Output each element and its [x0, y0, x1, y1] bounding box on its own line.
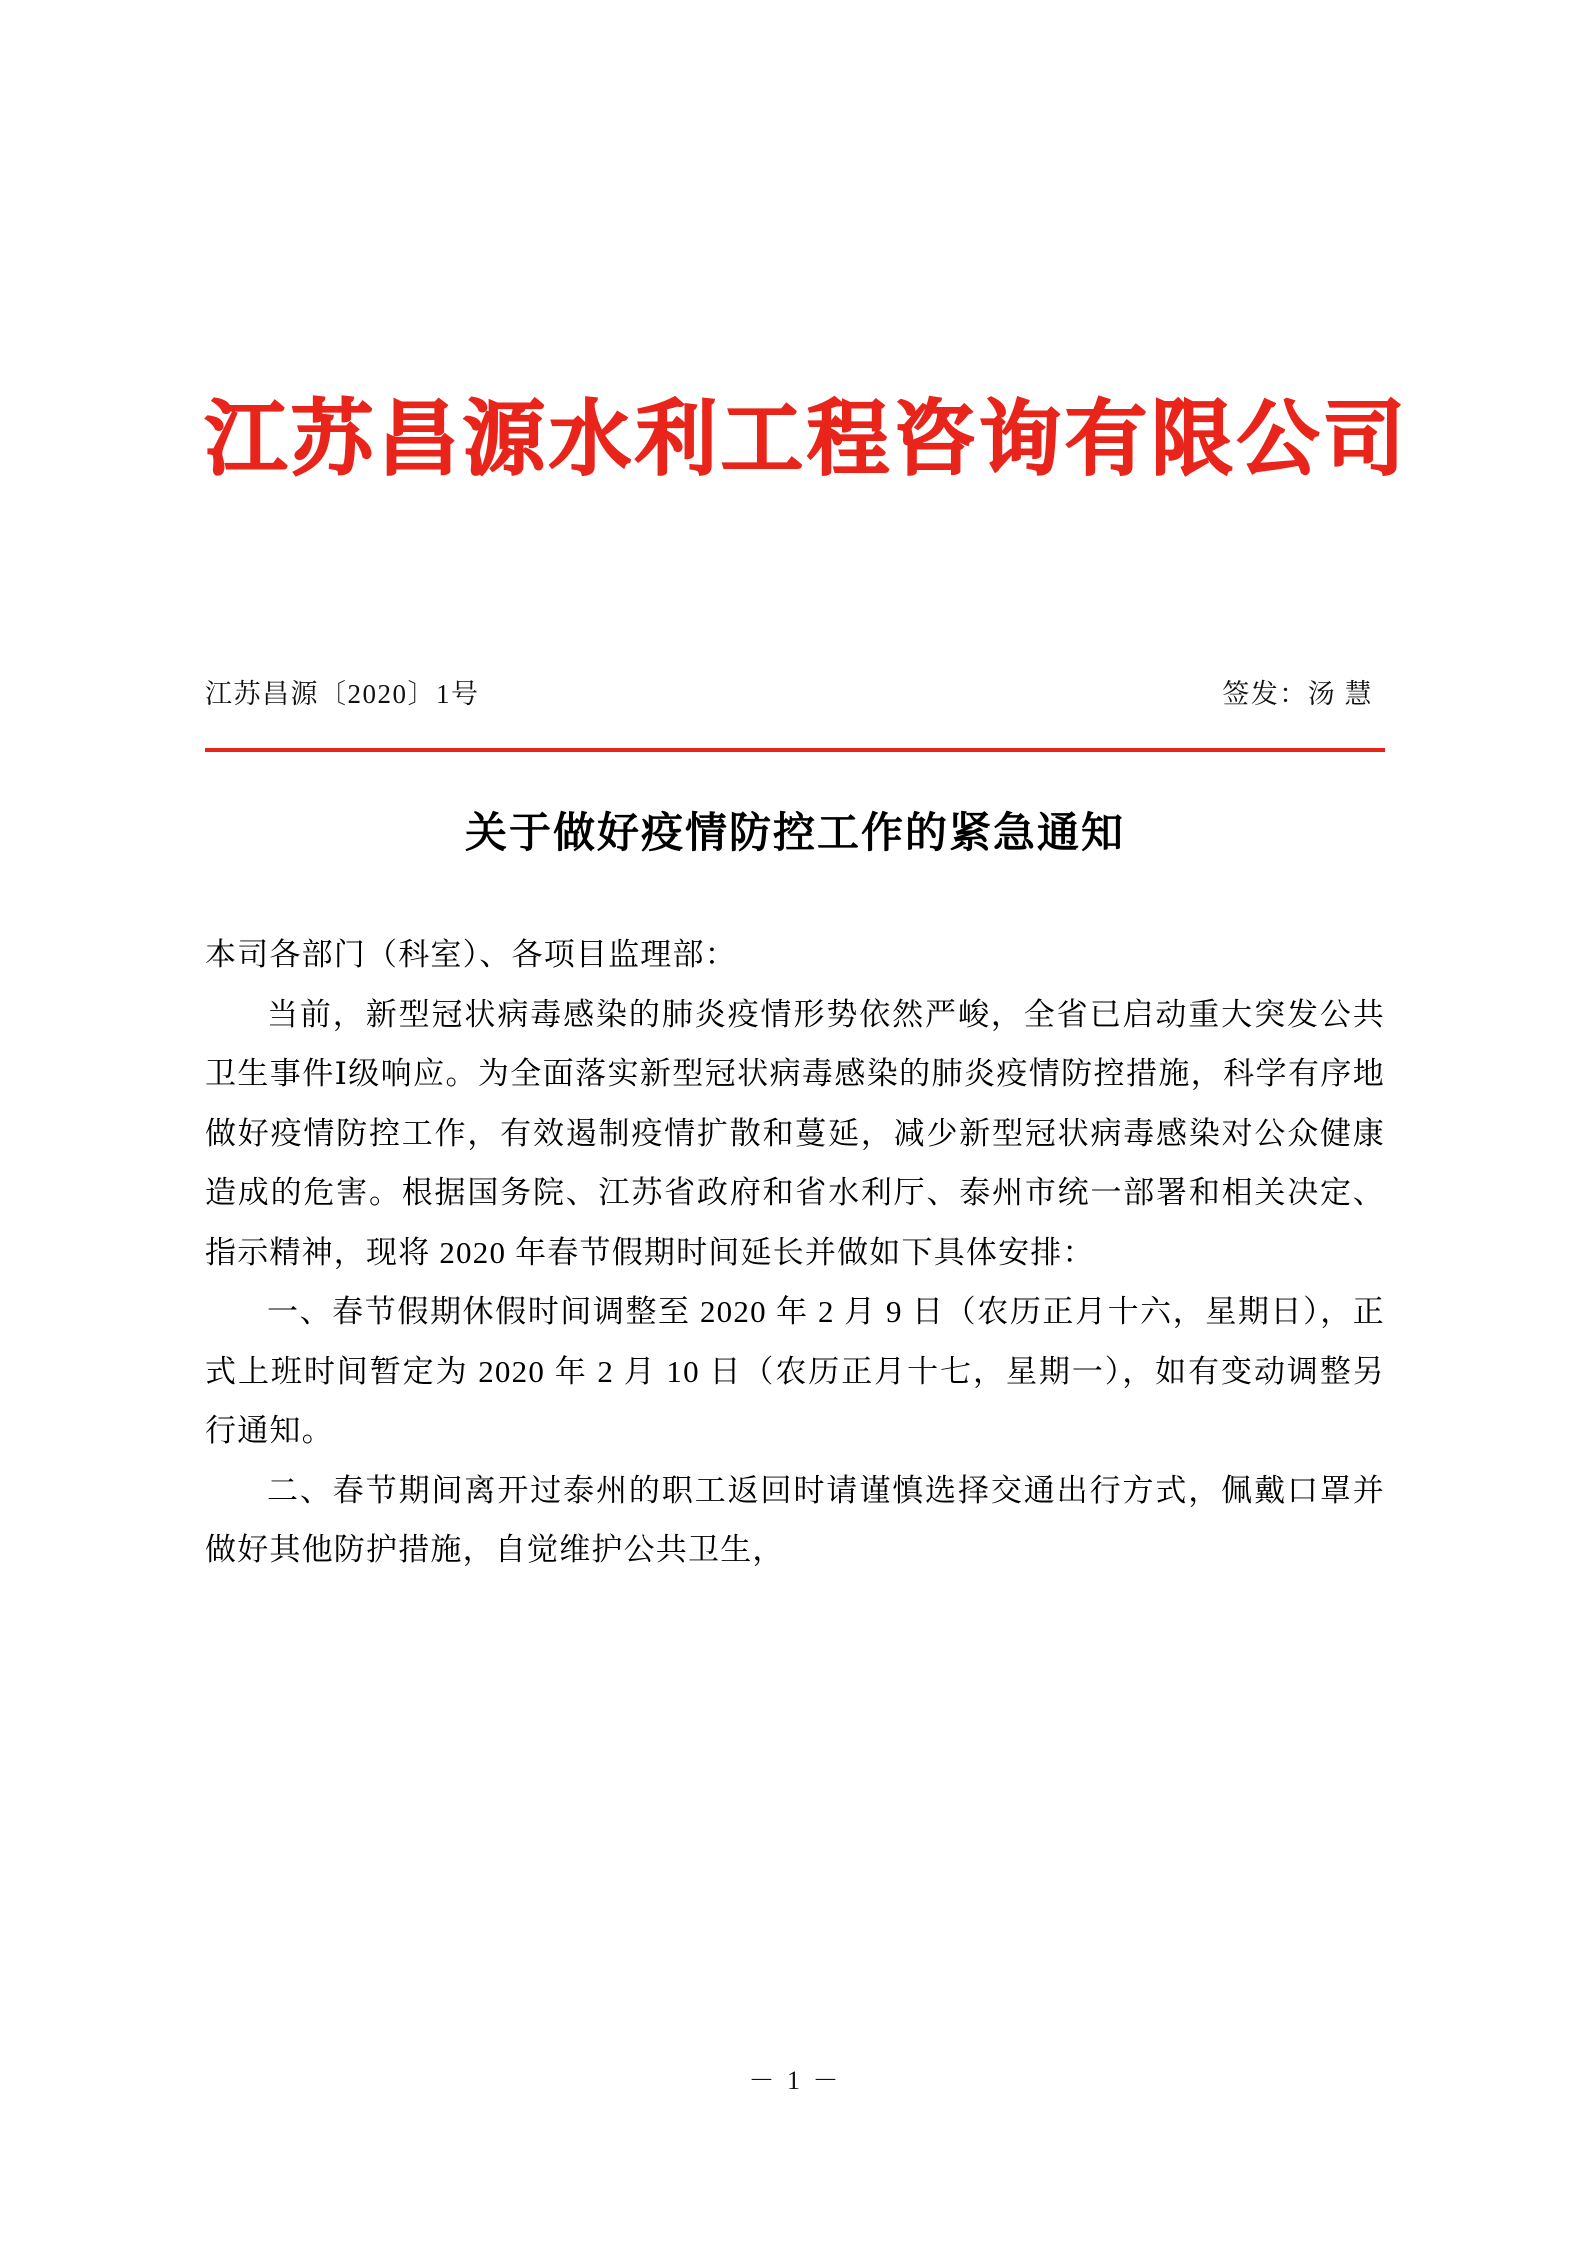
- document-body: [205, 925, 1385, 1580]
- paragraph-item-one: 一、春节假期休假时间调整至 2020 年 2 月 9 日（农历正月十六，星期日），正式上班时间暂定为 2020 年 2 月 10 日（农历正月十七，星期一），如有变动调整另行通知。: [205, 1294, 1385, 1449]
- document-meta-row: [205, 672, 1385, 712]
- document-number: 江苏昌源〔2020〕1号: [205, 679, 480, 709]
- document-content: [205, 0, 1410, 2245]
- document-signer: 签发：汤 慧: [1222, 679, 1373, 709]
- paragraph-item-two: 二、春节期间离开过泰州的职工返回时请谨慎选择交通出行方式，佩戴口罩并做好其他防护措施，自觉维护公共卫生，: [205, 1472, 1385, 1568]
- paragraph-salutation: 本司各部门（科室）、各项目监理部：: [205, 937, 737, 972]
- company-masthead: 江苏昌源水利工程咨询有限公司: [205, 394, 1410, 485]
- red-divider-rule: [205, 748, 1385, 752]
- paragraph-background: 当前，新型冠状病毒感染的肺炎疫情形势依然严峻，全省已启动重大突发公共卫生事件Ⅰ级响应。为全面落实新型冠状病毒感染的肺炎疫情防控措施，科学有序地做好疫情防控工作，有效遏制疫情扩散和蔓延，减少新型冠状病毒感染对公众健康造成的危害。根据国务院、江苏省政府和省水利厅、泰州市统一部署和相关决定、指示精神，现将 2020 年春节假期时间延长并做如下具体安排：: [205, 996, 1385, 1270]
- page-number: － 1 －: [748, 2066, 842, 2095]
- document-title: 关于做好疫情防控工作的紧急通知: [464, 811, 1125, 857]
